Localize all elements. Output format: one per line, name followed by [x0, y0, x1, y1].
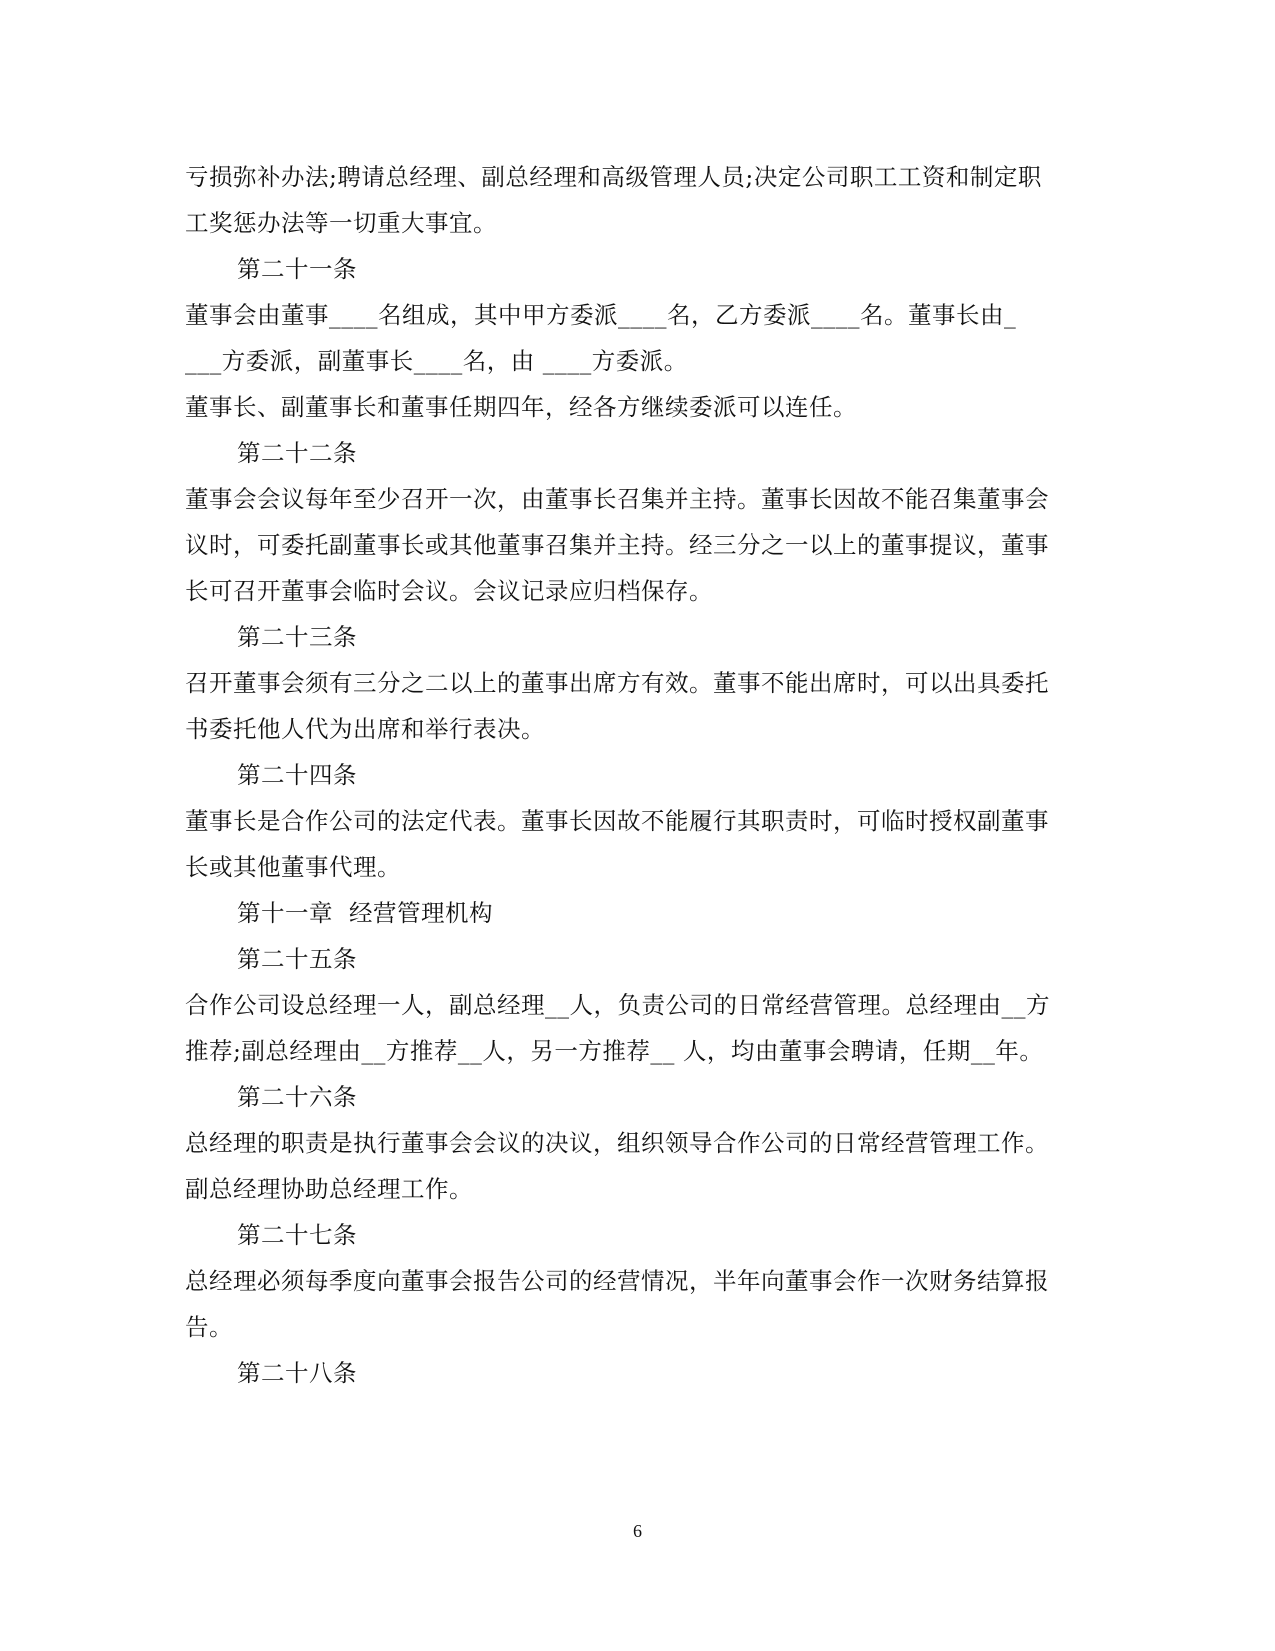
body-text-line: 合作公司设总经理一人，副总经理__人，负责公司的日常经营管理。总经理由__方 [185, 991, 1050, 1019]
chapter-heading: 第十一章 经营管理机构 [237, 899, 493, 927]
body-text-line: 告。 [185, 1313, 233, 1341]
article-heading: 第二十八条 [237, 1359, 357, 1387]
article-heading: 第二十七条 [237, 1221, 357, 1249]
article-heading: 第二十三条 [237, 623, 357, 651]
body-text-line: 召开董事会须有三分之二以上的董事出席方有效。董事不能出席时，可以出具委托 [185, 669, 1049, 697]
body-text-line: 董事会会议每年至少召开一次，由董事长召集并主持。董事长因故不能召集董事会 [185, 485, 1049, 513]
body-text-line: 长或其他董事代理。 [185, 853, 401, 881]
body-text-line: 副总经理协助总经理工作。 [185, 1175, 473, 1203]
body-text-line: 书委托他人代为出席和举行表决。 [185, 715, 545, 743]
article-heading: 第二十二条 [237, 439, 357, 467]
article-heading: 第二十五条 [237, 945, 357, 973]
body-text-line: 董事长是合作公司的法定代表。董事长因故不能履行其职责时，可临时授权副董事 [185, 807, 1049, 835]
body-text-line: ___方委派，副董事长____名，由 ____方委派。 [185, 347, 688, 375]
body-text-line: 议时，可委托副董事长或其他董事召集并主持。经三分之一以上的董事提议，董事 [185, 531, 1049, 559]
body-text-line: 总经理必须每季度向董事会报告公司的经营情况，半年向董事会作一次财务结算报 [185, 1267, 1049, 1295]
body-text-line: 董事长、副董事长和董事任期四年，经各方继续委派可以连任。 [185, 393, 857, 421]
body-text-line: 总经理的职责是执行董事会会议的决议，组织领导合作公司的日常经营管理工作。 [185, 1129, 1049, 1157]
body-text-line: 亏损弥补办法;聘请总经理、副总经理和高级管理人员;决定公司职工工资和制定职 [185, 163, 1042, 191]
body-text-line: 推荐;副总经理由__方推荐__人，另一方推荐__ 人，均由董事会聘请，任期__年。 [185, 1037, 1044, 1065]
body-text-line: 长可召开董事会临时会议。会议记录应归档保存。 [185, 577, 713, 605]
body-text-line: 工奖惩办法等一切重大事宜。 [185, 209, 497, 237]
page-number: 6 [633, 1521, 642, 1541]
body-text-line: 董事会由董事____名组成，其中甲方委派____名，乙方委派____名。董事长由_ [185, 301, 1017, 329]
article-heading: 第二十四条 [237, 761, 357, 789]
article-heading: 第二十六条 [237, 1083, 357, 1111]
article-heading: 第二十一条 [237, 255, 357, 283]
